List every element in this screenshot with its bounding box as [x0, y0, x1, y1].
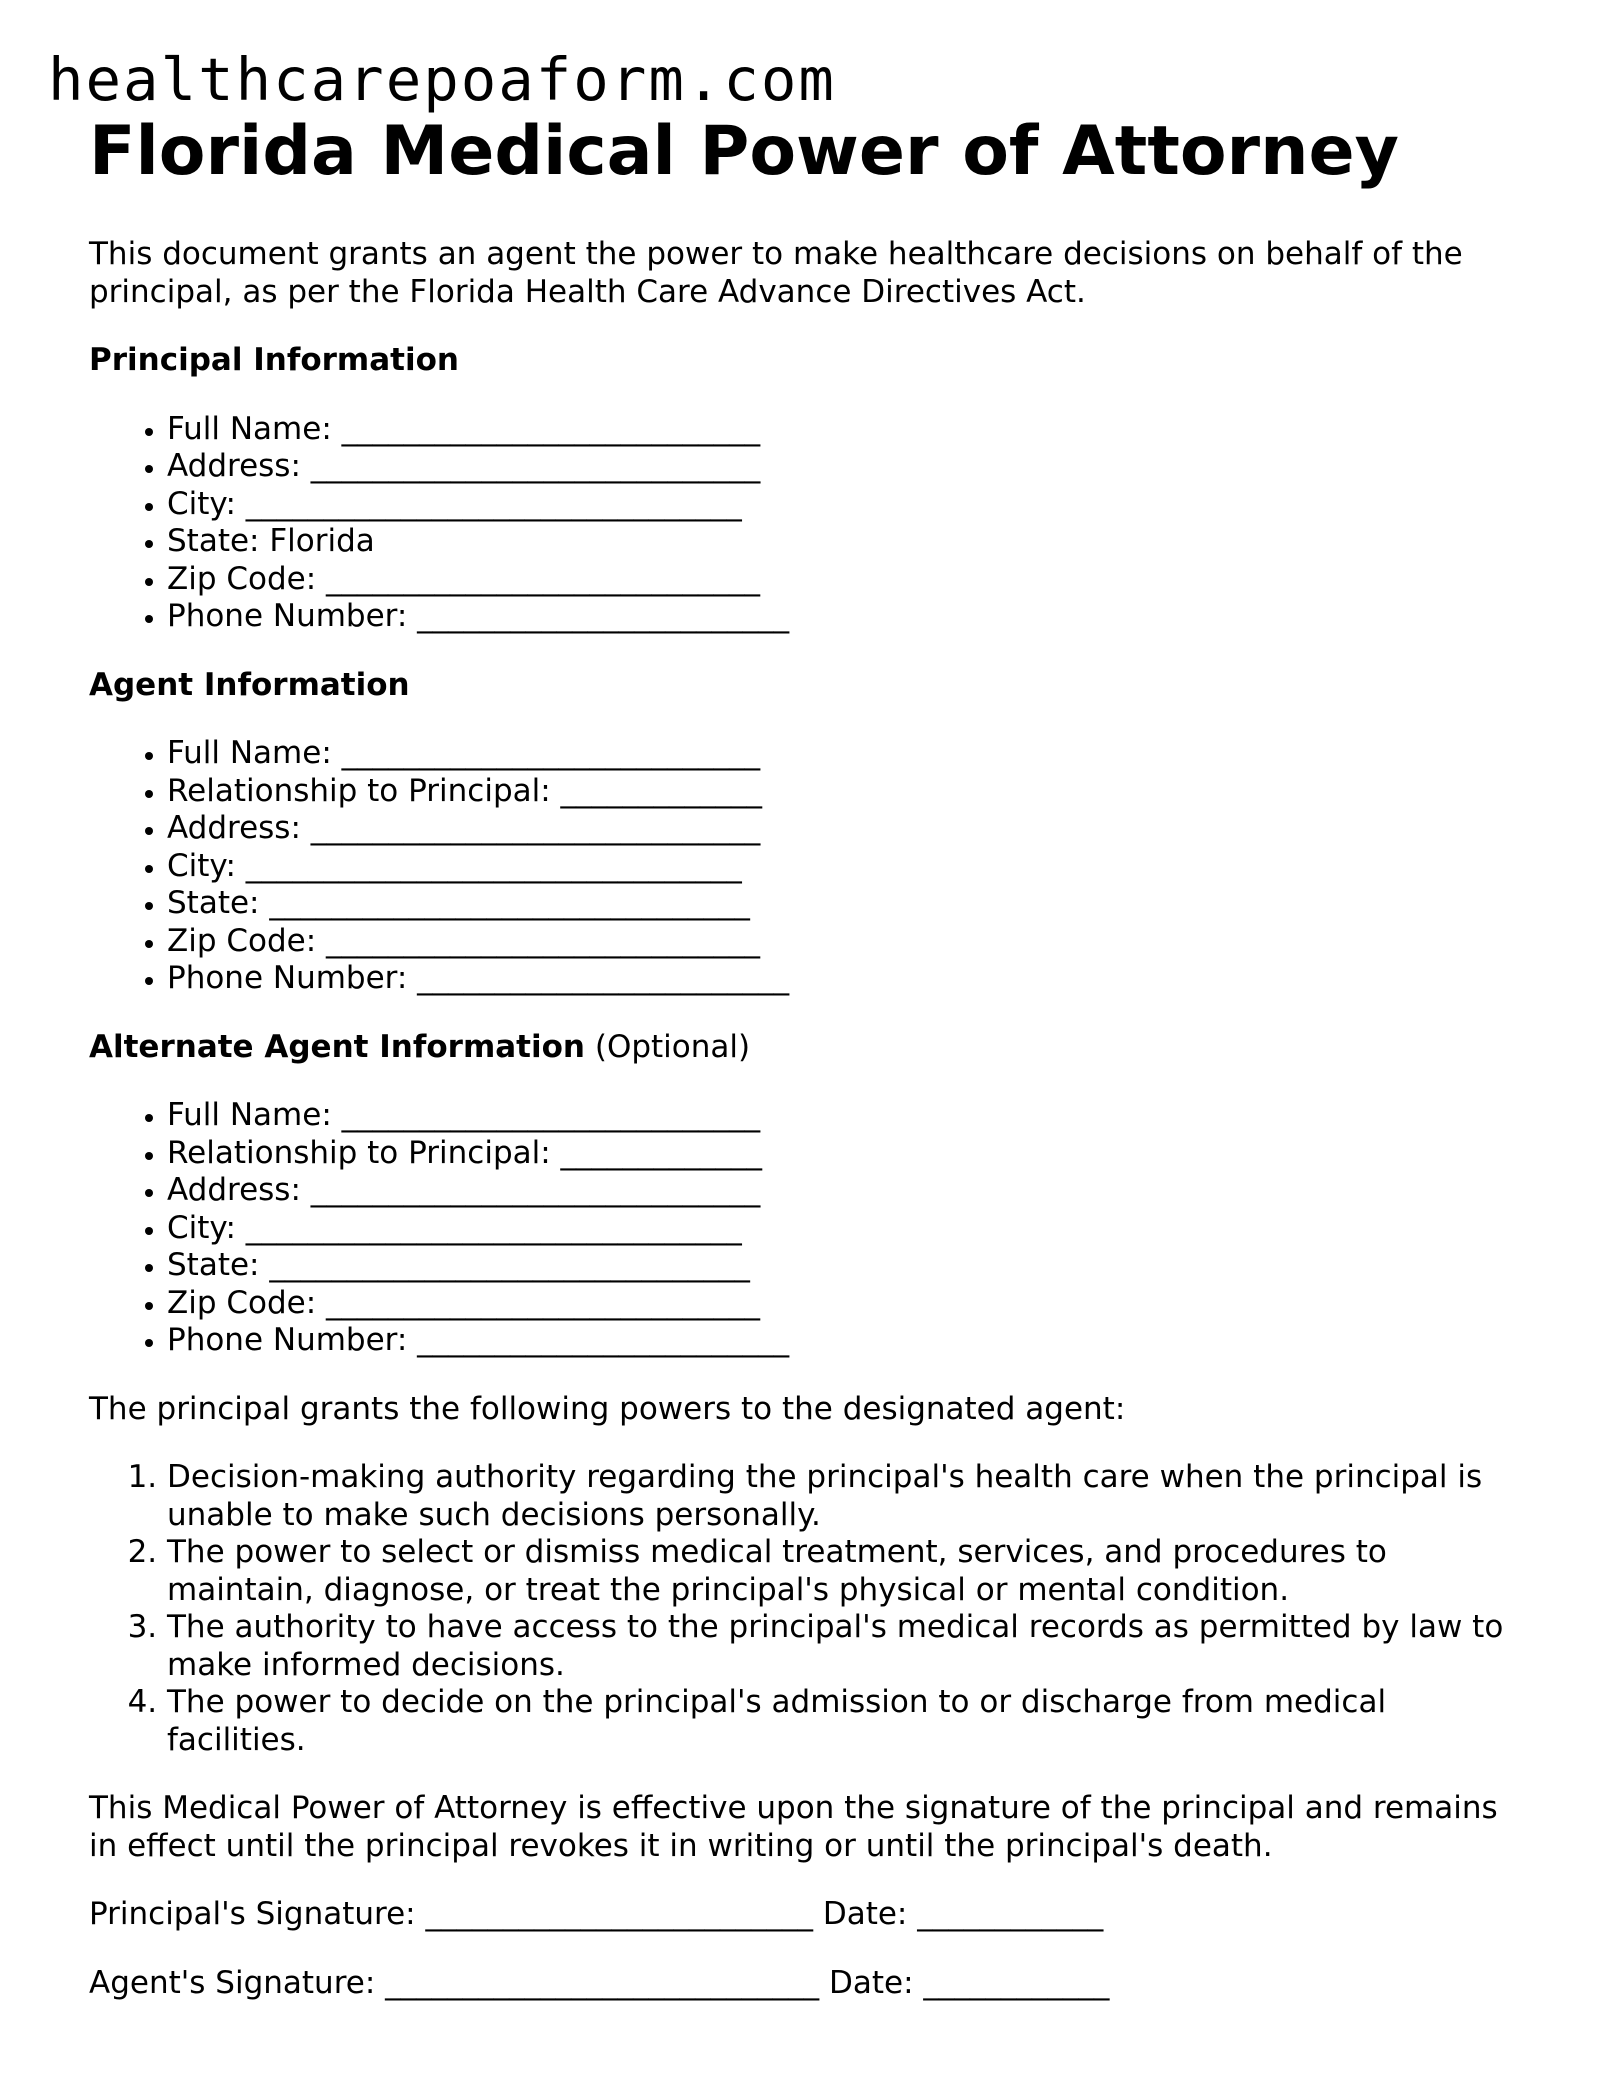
power-item: 1. Decision-making authority regarding the principal's health care when the principal is unable to make such decisions personally.: [167, 1459, 1529, 1534]
agent-phone-field[interactable]: • Phone Number: ________________________: [167, 960, 1529, 998]
agent-signature-line[interactable]: Agent's Signature: ____________________________ Date: ____________: [89, 1964, 1110, 2001]
principal-zip-field[interactable]: • Zip Code: ____________________________: [167, 561, 1529, 599]
agent-relationship-field[interactable]: • Relationship to Principal: _____________: [167, 773, 1529, 811]
power-item: 2. The power to select or dismiss medical treatment, services, and procedures to maintain, diagnose, or treat the principal's physical or mental condition.: [167, 1534, 1529, 1609]
agent-address-field[interactable]: • Address: _____________________________: [167, 810, 1529, 848]
principal-signature-line[interactable]: Principal's Signature: _________________________ Date: ____________: [89, 1896, 1104, 1932]
powers-intro: The principal grants the following powers to the designated agent:: [89, 1390, 1126, 1427]
power-item: 4. The power to decide on the principal's admission to or discharge from medical facilities.: [167, 1684, 1529, 1759]
principal-heading-text: Principal Information: [89, 342, 459, 378]
agent-section-heading: [89, 667, 1529, 705]
principal-state-field: • State: Florida: [167, 523, 1529, 561]
principal-section-heading: [89, 342, 1529, 380]
agent-city-field[interactable]: • City: ________________________________: [167, 848, 1529, 886]
alternate-agent-phone-field[interactable]: • Phone Number: ________________________: [167, 1322, 1529, 1360]
site-watermark: healthcarepoaform.com: [48, 45, 836, 114]
document-title: Florida Medical Power of Attorney: [89, 112, 1399, 191]
principal-fields-list: [89, 411, 1529, 636]
alternate-agent-fields-list: [89, 1097, 1529, 1360]
alternate-agent-zip-field[interactable]: • Zip Code: ____________________________: [167, 1285, 1529, 1323]
agent-full-name-field[interactable]: • Full Name: ___________________________: [167, 735, 1529, 773]
agent-fields-list: [89, 735, 1529, 998]
power-item: 3. The authority to have access to the principal's medical records as permitted by law to make informed decisions.: [167, 1609, 1529, 1684]
intro-paragraph: This document grants an agent the power to make healthcare decisions on behalf of the principal, as per the Florida Health Care Advance Directives Act.: [89, 236, 1463, 310]
alternate-agent-city-field[interactable]: • City: ________________________________: [167, 1210, 1529, 1248]
alternate-agent-heading-text: Alternate Agent Information: [89, 1028, 585, 1065]
document-body: [89, 112, 1529, 2033]
alternate-agent-full-name-field[interactable]: • Full Name: ___________________________: [167, 1097, 1529, 1135]
principal-full-name-field[interactable]: • Full Name: ___________________________: [167, 411, 1529, 449]
agent-heading-text: Agent Information: [89, 666, 410, 703]
powers-list: [89, 1459, 1529, 1759]
alternate-agent-section-heading: [89, 1029, 1529, 1067]
optional-note: (Optional): [594, 1028, 751, 1065]
agent-state-field[interactable]: • State: _______________________________: [167, 885, 1529, 923]
alternate-agent-address-field[interactable]: • Address: _____________________________: [167, 1172, 1529, 1210]
principal-phone-field[interactable]: • Phone Number: ________________________: [167, 598, 1529, 636]
alternate-agent-relationship-field[interactable]: • Relationship to Principal: _____________: [167, 1135, 1529, 1173]
effective-statement: This Medical Power of Attorney is effective upon the signature of the principal and remains in effect until the principal revokes it in writing or until the principal's death.: [89, 1790, 1498, 1864]
principal-address-field[interactable]: • Address: _____________________________: [167, 448, 1529, 486]
alternate-agent-state-field[interactable]: • State: _______________________________: [167, 1247, 1529, 1285]
agent-zip-field[interactable]: • Zip Code: ____________________________: [167, 923, 1529, 961]
principal-city-field[interactable]: • City: ________________________________: [167, 486, 1529, 524]
